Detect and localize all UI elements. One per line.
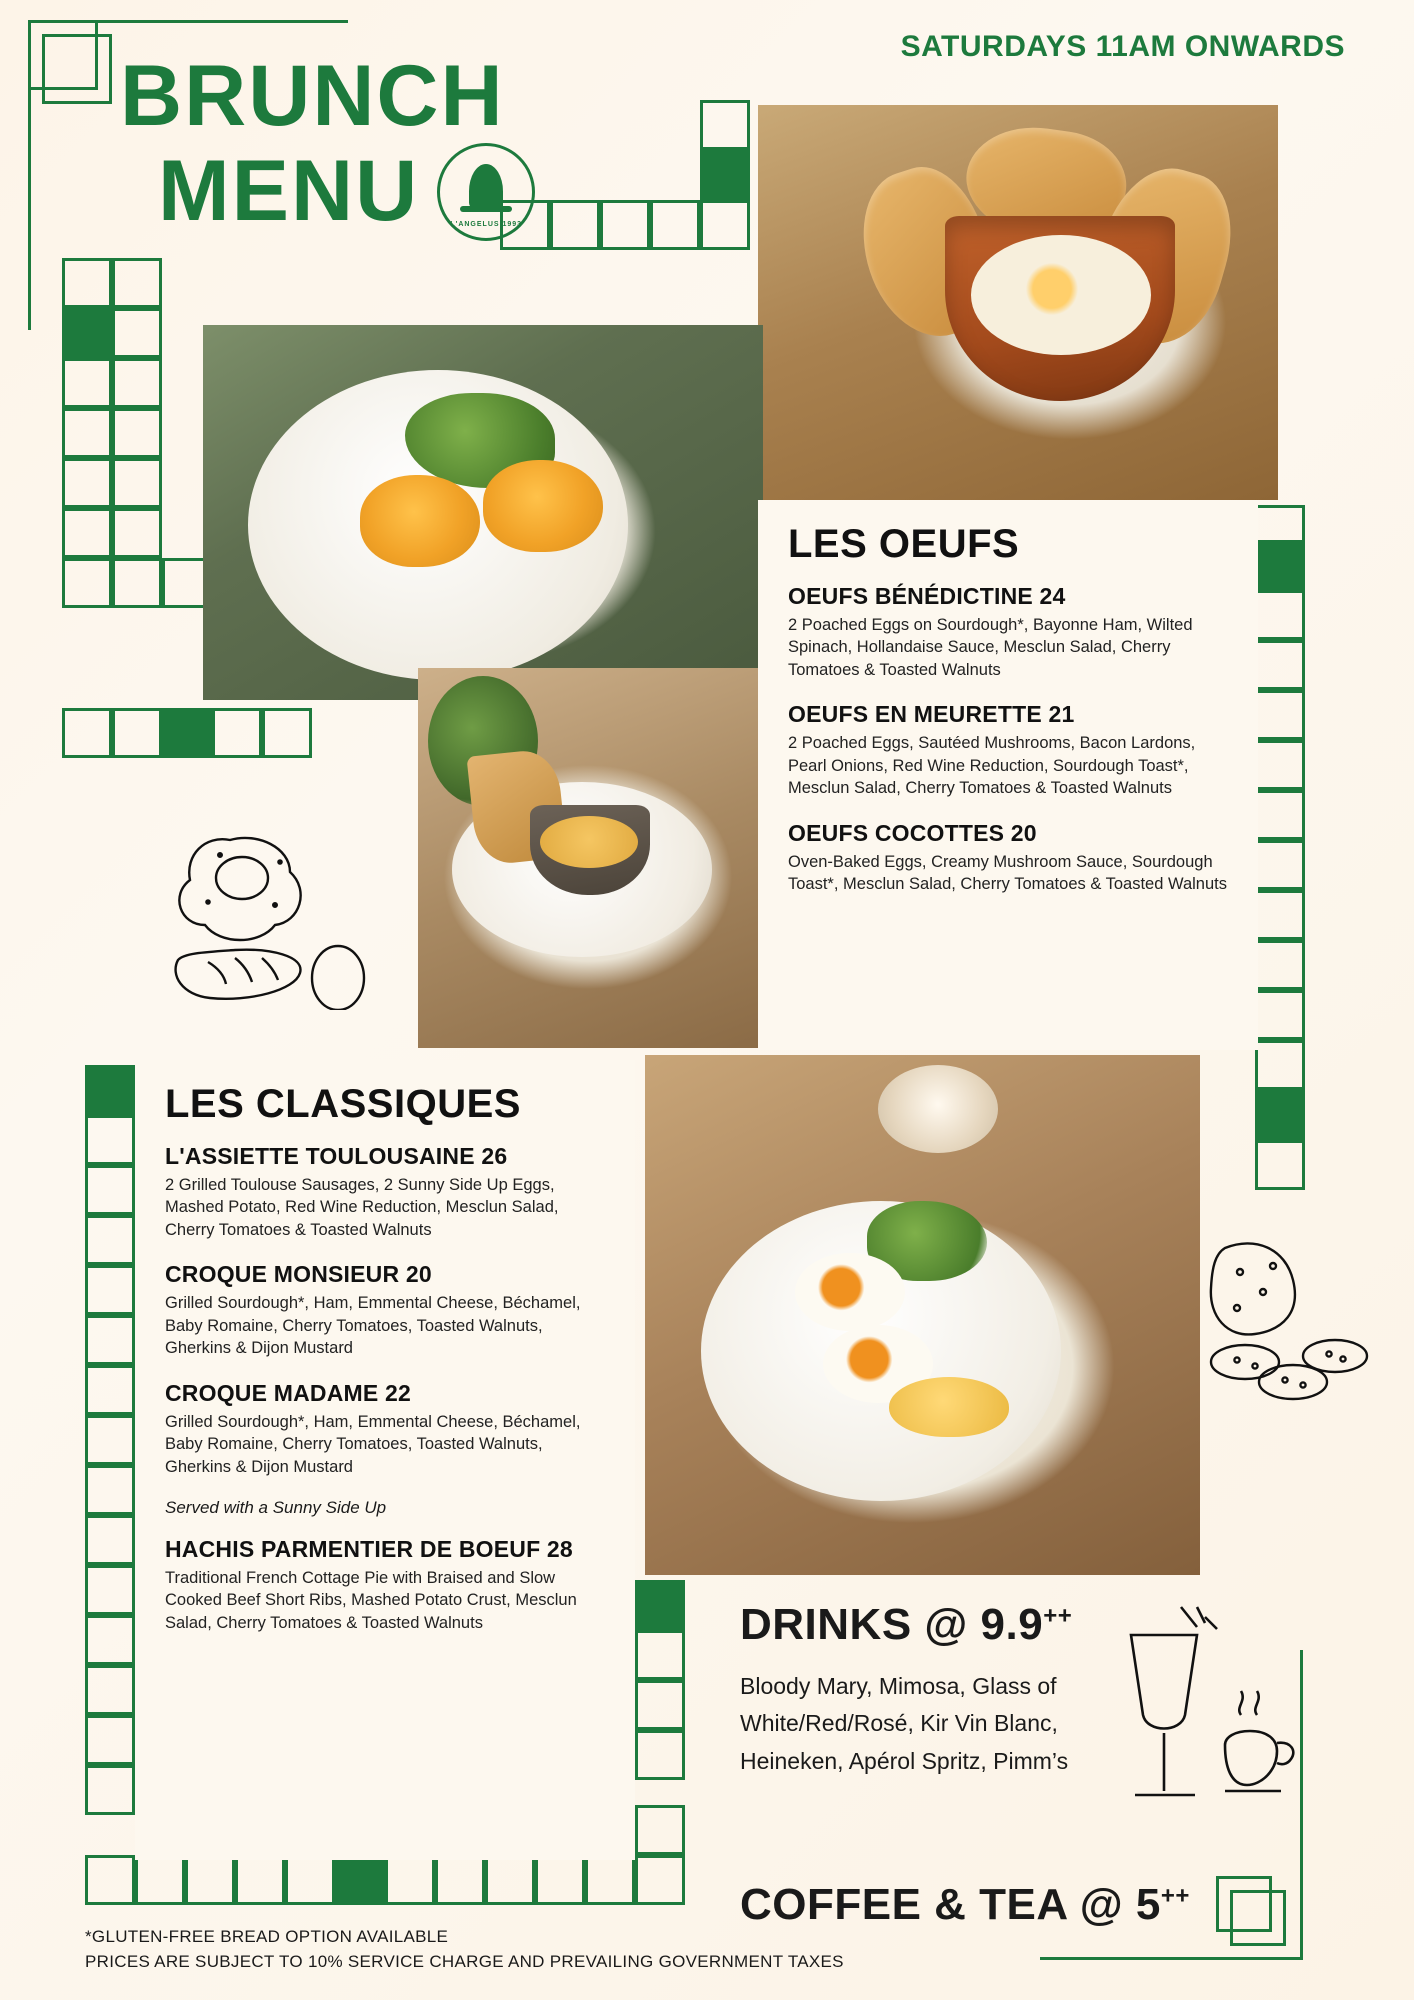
- deco-square: [85, 1365, 135, 1415]
- deco-square: [85, 1215, 135, 1265]
- deco-square: [435, 1855, 485, 1905]
- section-les-classiques: [135, 1060, 635, 1860]
- menu-item-desc: Grilled Sourdough*, Ham, Emmental Cheese, Béchamel, Baby Romaine, Cherry Tomatoes, Toasted Walnuts, Gherkins & Dijon Mustard: [165, 1294, 581, 1358]
- deco-square: [1255, 840, 1305, 890]
- deco-square: [112, 258, 162, 308]
- deco-square: [635, 1630, 685, 1680]
- deco-square: [500, 200, 550, 250]
- menu-item-desc: Traditional French Cottage Pie with Braised and Slow Cooked Beef Short Ribs, Mashed Potato Crust, Mesclun Salad, Cherry Tomatoes & Toasted Walnuts: [165, 1568, 577, 1632]
- menu-item-desc: Oven-Baked Eggs, Creamy Mushroom Sauce, Sourdough Toast*, Mesclun Salad, Cherry Tomatoes & Toasted Walnuts: [788, 852, 1227, 894]
- deco-square: [62, 358, 112, 408]
- deco-square: [135, 1855, 185, 1905]
- menu-item-name: OEUFS EN MEURETTE 21: [788, 701, 1075, 728]
- deco-square: [1255, 640, 1305, 690]
- menu-item-desc: 2 Grilled Toulouse Sausages, 2 Sunny Side Up Eggs, Mashed Potato, Red Wine Reduction, Mesclun Salad, Cherry Tomatoes & Toasted Walnuts: [165, 1176, 559, 1239]
- photo-oeufs-cocotte: [758, 105, 1278, 500]
- menu-item-desc: Grilled Sourdough*, Ham, Emmental Cheese, Béchamel, Baby Romaine, Cherry Tomatoes, Toasted Walnuts, Gherkins & Dijon Mustard: [165, 1412, 581, 1476]
- corner-deco-top-bar: [28, 20, 348, 23]
- section-title-les-oeufs: LES OEUFS: [788, 522, 1020, 566]
- menu-item: [788, 820, 1228, 896]
- deco-square: [1255, 940, 1305, 990]
- deco-square: [112, 408, 162, 458]
- deco-square: [62, 508, 112, 558]
- deco-square: [650, 200, 700, 250]
- drinks-title-sup: ++: [1043, 1602, 1073, 1630]
- coffee-tea-sup: ++: [1160, 1882, 1190, 1910]
- sausage-slices-doodle-icon: [1185, 1230, 1375, 1420]
- deco-square: [700, 100, 750, 150]
- menu-item-name: HACHIS PARMENTIER DE BOEUF 28: [165, 1535, 573, 1562]
- deco-square: [1255, 540, 1305, 590]
- deco-square: [85, 1415, 135, 1465]
- menu-item-desc: 2 Poached Eggs on Sourdough*, Bayonne Ham, Wilted Spinach, Hollandaise Sauce, Mesclun Salad, Cherry Tomatoes & Toasted Walnuts: [788, 616, 1193, 679]
- bell-shape-icon: [469, 164, 503, 208]
- section-les-oeufs: [758, 500, 1258, 1050]
- photo-assiette-toulousaine: [645, 1055, 1200, 1575]
- deco-square: [85, 1065, 135, 1115]
- deco-square: [85, 1715, 135, 1765]
- footer-notes: [85, 1925, 844, 1974]
- section-title-les-classiques: LES CLASSIQUES: [165, 1082, 521, 1126]
- coffee-tea-main: COFFEE & TEA @ 5: [740, 1880, 1161, 1929]
- deco-square: [85, 1855, 135, 1905]
- menu-item-desc: 2 Poached Eggs, Sautéed Mushrooms, Bacon Lardons, Pearl Onions, Red Wine Reduction, Sourdough Toast*, Mesclun Salad, Cherry Tomatoes & Toasted Walnuts: [788, 734, 1196, 798]
- deco-square: [700, 200, 750, 250]
- logo-label: L'ANGELUS 1993: [450, 221, 523, 229]
- deco-square: [62, 558, 112, 608]
- deco-square: [1255, 790, 1305, 840]
- deco-square: [635, 1805, 685, 1855]
- deco-square: [62, 408, 112, 458]
- deco-square: [62, 308, 112, 358]
- deco-square: [85, 1265, 135, 1315]
- deco-square: [162, 708, 212, 758]
- drinks-title-main: DRINKS @ 9.9: [740, 1600, 1044, 1649]
- deco-square: [635, 1855, 685, 1905]
- deco-square: [62, 458, 112, 508]
- deco-square: [85, 1165, 135, 1215]
- deco-square: [1255, 590, 1305, 640]
- deco-square: [285, 1855, 335, 1905]
- page-title-line1: BRUNCH: [120, 48, 505, 144]
- deco-square: [1255, 740, 1305, 790]
- deco-square: [1255, 990, 1305, 1040]
- section-note: Served with a Sunny Side Up: [165, 1497, 387, 1517]
- page-title-line2: MENU: [158, 143, 420, 240]
- deco-square: [335, 1855, 385, 1905]
- menu-item: [165, 1536, 607, 1634]
- deco-square: [585, 1855, 635, 1905]
- deco-square: [185, 1855, 235, 1905]
- footer-line-1: *GLUTEN-FREE BREAD OPTION AVAILABLE: [85, 1927, 449, 1946]
- menu-item: [165, 1143, 607, 1241]
- deco-square: [600, 200, 650, 250]
- deco-square: [635, 1730, 685, 1780]
- deco-square: [85, 1765, 135, 1815]
- corner-deco-left-bar: [28, 20, 31, 330]
- menu-item-name: L'ASSIETTE TOULOUSAINE 26: [165, 1143, 508, 1169]
- deco-square: [1255, 1090, 1305, 1140]
- menu-item: [165, 1380, 607, 1478]
- photo-eggs-benedict: [203, 325, 763, 700]
- menu-item: [788, 701, 1228, 799]
- corner-deco-bottom-bar: [1040, 1957, 1303, 1960]
- deco-square: [635, 1580, 685, 1630]
- deco-square: [1255, 1040, 1305, 1090]
- champagne-coffee-doodle-icon: [1085, 1595, 1315, 1825]
- menu-item: [788, 583, 1228, 681]
- deco-square: [1255, 1140, 1305, 1190]
- corner-deco-bottom-right: [1300, 1650, 1303, 1960]
- deco-square: [112, 558, 162, 608]
- deco-square: [535, 1855, 585, 1905]
- deco-square: [85, 1615, 135, 1665]
- corner-deco-top-left-2: [42, 34, 112, 104]
- deco-square: [635, 1680, 685, 1730]
- deco-square: [1255, 690, 1305, 740]
- deco-square: [700, 150, 750, 200]
- deco-square: [262, 708, 312, 758]
- footer-line-2: PRICES ARE SUBJECT TO 10% SERVICE CHARGE AND PREVAILING GOVERNMENT TAXES: [85, 1951, 844, 1971]
- deco-square: [1255, 890, 1305, 940]
- deco-square: [85, 1465, 135, 1515]
- photo-cocotte-dish: [418, 668, 758, 1048]
- deco-square: [385, 1855, 435, 1905]
- deco-square: [112, 358, 162, 408]
- fried-egg-doodle-icon: [160, 810, 400, 1010]
- deco-square: [85, 1515, 135, 1565]
- deco-square: [112, 458, 162, 508]
- menu-item-name: OEUFS COCOTTES 20: [788, 819, 1037, 846]
- menu-item: [165, 1261, 607, 1359]
- deco-square: [112, 508, 162, 558]
- deco-square: [85, 1565, 135, 1615]
- deco-square: [62, 258, 112, 308]
- deco-square: [235, 1855, 285, 1905]
- deco-square: [85, 1315, 135, 1365]
- menu-item-name: CROQUE MADAME 22: [165, 1379, 412, 1406]
- deco-square: [85, 1115, 135, 1165]
- drinks-list: Bloody Mary, Mimosa, Glass of White/Red/Rosé, Kir Vin Blanc, Heineken, Apérol Spritz, Pimm’s: [740, 1673, 1069, 1774]
- corner-deco-bottom-square-2: [1216, 1876, 1272, 1932]
- deco-square: [485, 1855, 535, 1905]
- menu-item-name: OEUFS BÉNÉDICTINE 24: [788, 583, 1066, 609]
- deco-square: [112, 308, 162, 358]
- deco-square: [212, 708, 262, 758]
- coffee-tea-title: [740, 1880, 1190, 1930]
- schedule-banner: SATURDAYS 11AM ONWARDS: [900, 30, 1345, 63]
- deco-square: [112, 708, 162, 758]
- deco-square: [62, 708, 112, 758]
- deco-square: [550, 200, 600, 250]
- menu-item-name: CROQUE MONSIEUR 20: [165, 1261, 432, 1288]
- deco-square: [85, 1665, 135, 1715]
